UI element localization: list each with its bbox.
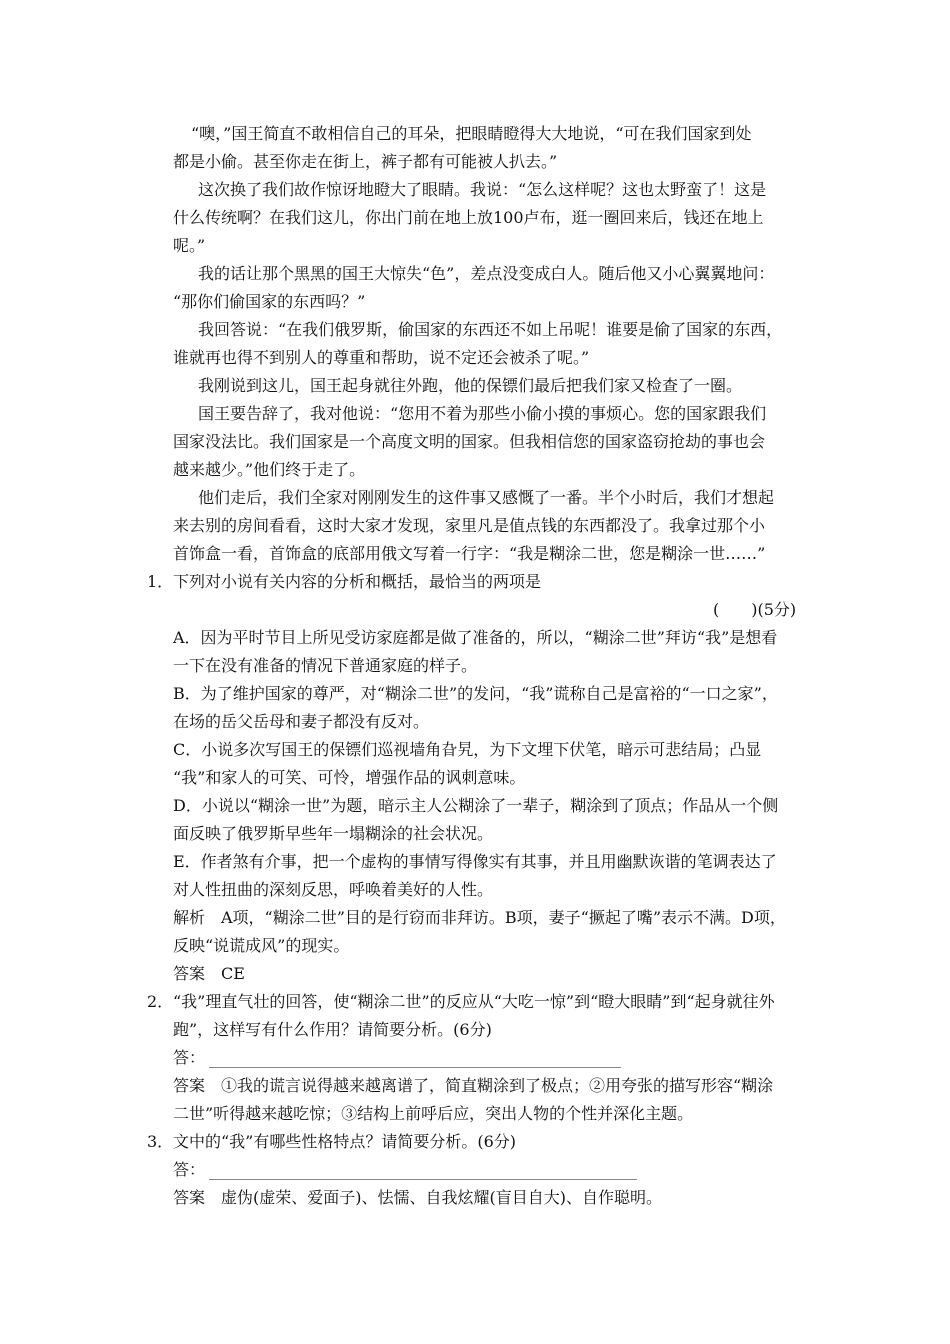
option-line: 面反映了俄罗斯早些年一塌糊涂的社会状况。 [173, 824, 494, 843]
answer-line: 答案 ①我的谎言说得越来越离谱了，简直糊涂到了极点；②用夸张的描写形容“糊涂 [173, 1076, 774, 1095]
option-line: A．因为平时节目上所见受访家庭都是做了准备的，所以，“糊涂二世”拜访“我”是想看 [173, 628, 778, 647]
option-line: D．小说以“糊涂一世”为题，暗示主人公糊涂了一辈子，糊涂到了顶点；作品从一个侧 [173, 796, 779, 815]
answer-bracket-points: ( )(5分) [713, 600, 797, 619]
question-stem: 下列对小说有关内容的分析和概括，最恰当的两项是 [173, 572, 542, 591]
answer-label: 答： [173, 1160, 206, 1179]
option-line: “我”和家人的可笑、可怜，增强作品的讽刺意味。 [173, 768, 526, 787]
passage-line: 首饰盒一看，首饰盒的底部用俄文写着一行字：“我是糊涂二世，您是糊涂一世……” [173, 544, 766, 563]
passage-line: 我刚说到这儿，国王起身就往外跑，他的保镖们最后把我们家又检查了一圈。 [198, 376, 743, 395]
question-number: 1． [147, 572, 174, 591]
question-stem: 跑”，这样写有什么作用？请简要分析。(6分) [173, 1020, 492, 1039]
passage-line: 什么传统啊？在我们这儿，你出门前在地上放100卢布，逛一圈回来后，钱还在地上 [173, 208, 764, 227]
passage-line: 来去别的房间看看，这时大家才发现，家里凡是值点钱的东西都没了。我拿过那个小 [173, 516, 766, 535]
passage-line: 这次换了我们故作惊讶地瞪大了眼睛。我说：“怎么这样呢？这也太野蛮了！这是 [198, 180, 767, 199]
question-stem: 文中的“我”有哪些性格特点？请简要分析。(6分) [173, 1132, 517, 1151]
passage-line: 都是小偷。甚至你走在街上，裤子都有可能被人扒去。” [173, 152, 558, 171]
answer-blank [173, 1160, 637, 1180]
passage-line: 他们走后，我们全家对刚刚发生的这件事又感慨了一番。半个小时后，我们才想起 [198, 488, 775, 507]
answer-line: 答案 虚伪(虚荣、爱面子)、怯懦、自我炫耀(盲目自大)、自作聪明。 [173, 1188, 662, 1207]
analysis-line: 反映“说谎成风”的现实。 [173, 936, 350, 955]
answer-underline [209, 1053, 621, 1068]
passage-line: 呢。” [173, 236, 206, 255]
passage-line: 越来越少。”他们终于走了。 [173, 460, 366, 479]
question-number: 2． [147, 992, 174, 1011]
passage-line: 我回答说：“在我们俄罗斯，偷国家的东西还不如上吊呢！谁要是偷了国家的东西， [198, 320, 783, 339]
passage-line: “那你们偷国家的东西吗？” [173, 292, 366, 311]
answer-line: 答案 CE [173, 964, 245, 983]
option-line: C．小说多次写国王的保镖们巡视墙角旮旯，为下文埋下伏笔，暗示可悲结局；凸显 [173, 740, 762, 759]
passage-line: “噢，”国王简直不敢相信自己的耳朵，把眼睛瞪得大大地说，“可在我们国家到处 [191, 124, 752, 143]
answer-underline [209, 1165, 637, 1180]
passage-line: 国家没法比。我们国家是一个高度文明的国家。但我相信您的国家盗窃抢劫的事也会 [173, 432, 766, 451]
option-line: 一下在没有准备的情况下普通家庭的样子。 [173, 656, 478, 675]
question-stem: “我”理直气壮的回答，使“糊涂二世”的反应从“大吃一惊”到“瞪大眼睛”到“起身就往外 [173, 992, 775, 1011]
passage-line: 我的话让那个黑黑的国王大惊失“色”，差点没变成白人。随后他又小心翼翼地问： [198, 264, 775, 283]
answer-label: 答： [173, 1048, 206, 1067]
analysis-line: 解析 A项，“糊涂二世”目的是行窃而非拜访。B项，妻子“撅起了嘴”表示不满。D项， [173, 908, 786, 927]
passage-line: 国王要告辞了，我对他说：“您用不着为那些小偷小摸的事烦心。您的国家跟我们 [198, 404, 767, 423]
passage-line: 谁就再也得不到别人的尊重和帮助，说不定还会被杀了呢。” [173, 348, 590, 367]
answer-line: 二世”听得越来越吃惊；③结构上前呼后应，突出人物的个性并深化主题。 [173, 1104, 694, 1123]
answer-blank [173, 1048, 621, 1068]
option-line: 对人性扭曲的深刻反思，呼唤着美好的人性。 [173, 880, 494, 899]
option-line: B．为了维护国家的尊严，对“糊涂二世”的发问，“我”谎称自己是富裕的“一口之家”， [173, 684, 778, 703]
question-number: 3． [147, 1132, 174, 1151]
option-line: E．作者煞有介事，把一个虚构的事情写得像实有其事，并且用幽默诙谐的笔调表达了 [173, 852, 777, 871]
option-line: 在场的岳父岳母和妻子都没有反对。 [173, 712, 430, 731]
